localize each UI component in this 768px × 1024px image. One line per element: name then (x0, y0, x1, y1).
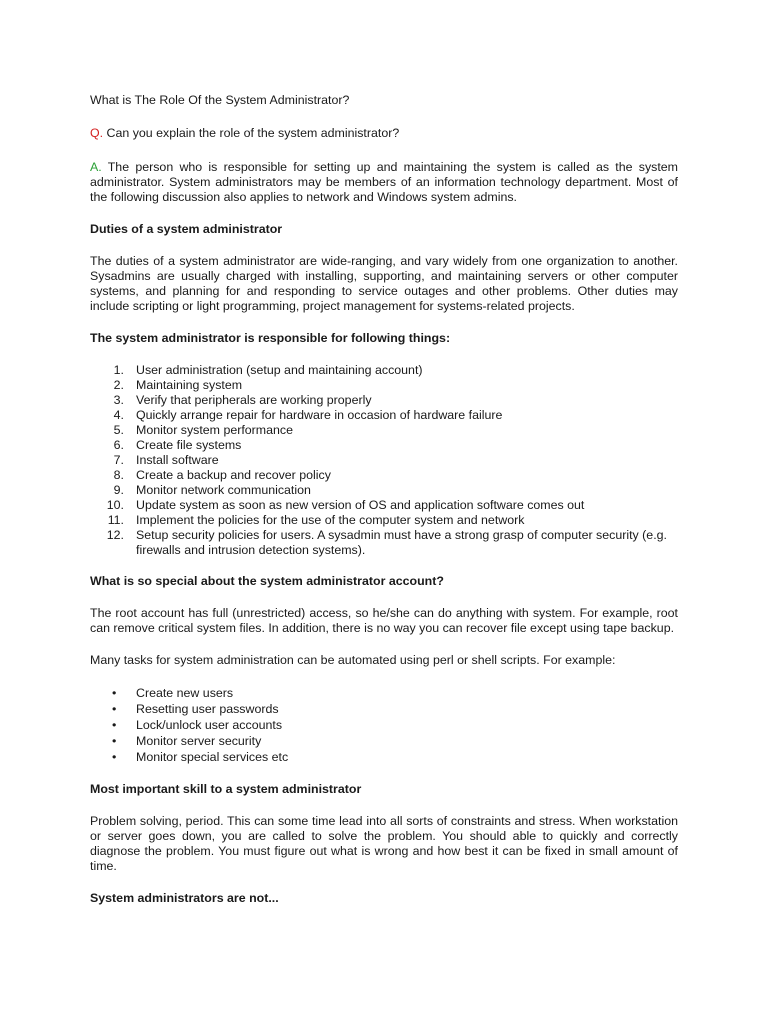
skill-paragraph: Problem solving, period. This can some time lead into all sorts of constraints and stress. When workstation or server goes down, you are called to solve the problem. You should able to quickly and correctly diagnose the problem. You must figure out what is wrong and how best it can be fixed in small amount of time. (90, 814, 678, 873)
automation-task-list (90, 685, 678, 765)
list-number: 3. (113, 393, 124, 407)
list-item (90, 423, 678, 438)
list-number: 1. (113, 363, 124, 377)
list-item-text: Implement the policies for the use of the computer system and network (136, 513, 525, 527)
list-item-text: Update system as soon as new version of OS and application software comes out (136, 498, 585, 512)
list-number: 11. (107, 513, 124, 527)
list-number: 4. (113, 408, 124, 422)
list-item (90, 468, 678, 483)
list-number: 8. (113, 468, 124, 482)
document-page (90, 93, 678, 923)
not-heading: System administrators are not... (90, 891, 279, 905)
list-item-text: Create file systems (136, 438, 242, 452)
list-item-text: Create new users (136, 686, 234, 700)
list-item-text: Verify that peripherals are working properly (136, 393, 372, 407)
responsibilities-heading: The system administrator is responsible for following things: (90, 331, 451, 345)
list-number: 10. (106, 498, 124, 512)
list-item-text: Lock/unlock user accounts (136, 718, 283, 732)
bullet-icon: • (112, 718, 117, 732)
list-item (90, 685, 678, 701)
list-item-text: Monitor server security (136, 734, 262, 748)
list-item (90, 378, 678, 393)
skill-heading: Most important skill to a system administrator (90, 782, 362, 796)
list-item (90, 733, 678, 749)
special-account-heading: What is so special about the system administrator account? (90, 574, 444, 588)
list-item (90, 528, 678, 558)
list-item (90, 513, 678, 528)
list-item-text: Create a backup and recover policy (136, 468, 331, 482)
list-item (90, 701, 678, 717)
list-item-text: Quickly arrange repair for hardware in occasion of hardware failure (136, 408, 503, 422)
list-item-text: Monitor system performance (136, 423, 294, 437)
list-item (90, 483, 678, 498)
list-number: 2. (113, 378, 124, 392)
bullet-icon: • (112, 686, 117, 700)
list-item-text: User administration (setup and maintaining account) (136, 363, 423, 377)
question-paragraph (90, 126, 678, 141)
bullet-icon: • (112, 734, 117, 748)
list-item (90, 498, 678, 513)
bullet-icon: • (112, 750, 117, 764)
question-text: Can you explain the role of the system administrator? (103, 126, 400, 140)
duties-paragraph: The duties of a system administrator are wide-ranging, and vary widely from one organization to another. Sysadmins are usually charged with installing, supporting, and maintaining servers or other computer systems, and planning for and responding to service outages and other problems. Other duties may include scripting or light programming, project management for systems-related projects. (90, 254, 678, 313)
answer-text: The person who is responsible for setting up and maintaining the system is called as the system administrator. System administrators may be members of an information technology department. Most of the following discussion also applies to network and Windows system admins. (90, 160, 678, 204)
list-item (90, 717, 678, 733)
list-item (90, 393, 678, 408)
list-item (90, 438, 678, 453)
list-item-text: Monitor network communication (136, 483, 311, 497)
automation-paragraph: Many tasks for system administration can be automated using perl or shell scripts. For example: (90, 653, 616, 667)
document-title: What is The Role Of the System Administrator? (90, 93, 350, 107)
question-marker: Q. (90, 126, 104, 140)
list-number: 7. (113, 453, 124, 467)
list-item-text: Resetting user passwords (136, 702, 279, 716)
list-item-text: Install software (136, 453, 219, 467)
list-number: 9. (113, 483, 124, 497)
list-item (90, 408, 678, 423)
list-item (90, 363, 678, 378)
special-account-paragraph: The root account has full (unrestricted) access, so he/she can do anything with system. For example, root can remove critical system files. In addition, there is no way you can recover file except using tape backup. (90, 606, 678, 635)
list-item-text: Maintaining system (136, 378, 243, 392)
list-number: 6. (113, 438, 124, 452)
answer-paragraph (90, 160, 678, 205)
list-item (90, 749, 678, 765)
list-item-text: Monitor special services etc (136, 750, 289, 764)
bullet-icon: • (112, 702, 117, 716)
list-item-text: Setup security policies for users. A sysadmin must have a strong grasp of computer security (e.g. firewalls and intrusion detection systems). (136, 528, 667, 557)
answer-marker: A. (90, 160, 102, 174)
list-number: 5. (113, 423, 124, 437)
list-item (90, 453, 678, 468)
responsibilities-list (90, 363, 678, 558)
list-number: 12. (106, 528, 124, 542)
duties-heading: Duties of a system administrator (90, 222, 283, 236)
